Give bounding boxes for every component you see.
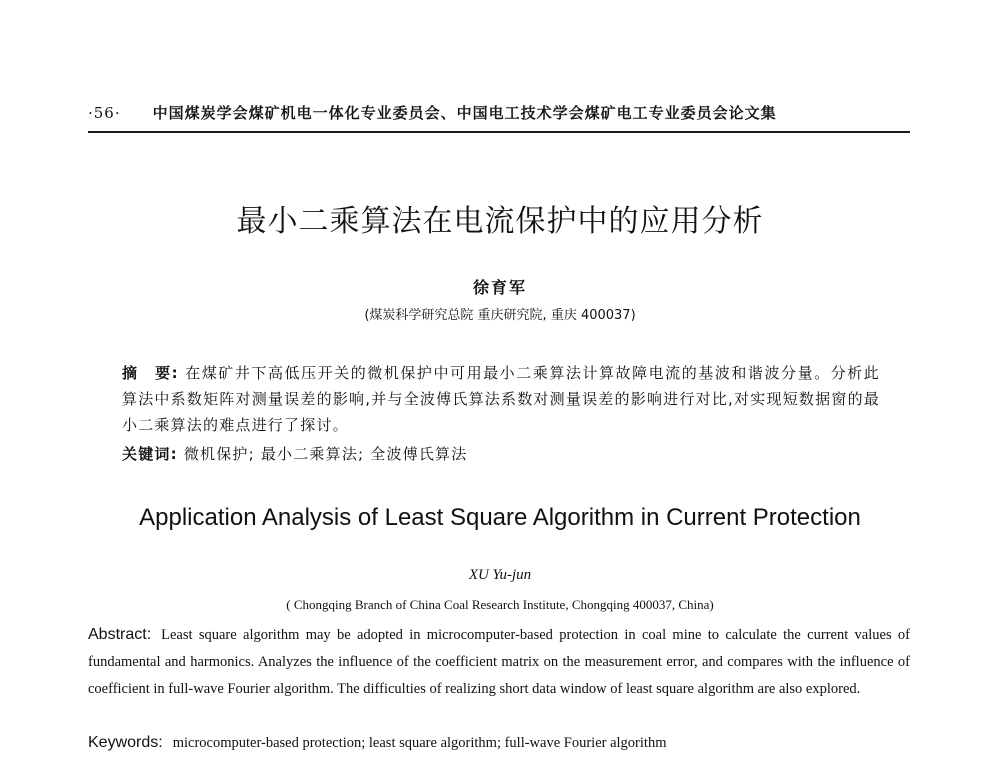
affiliation-cn: (煤炭科学研究总院 重庆研究院, 重庆 400037)	[364, 308, 636, 323]
abstract-en-text: Least square algorithm may be adopted in microcomputer-based protection in coal mine to calculate the current values of fundamental and harmonics. Analyzes the influence of the coefficient matrix on the measurement error, and compares with the influence of coefficient in full-wave Fourier algorithm. The difficulties of realizing short data window of least square algorithm are also explored.	[88, 627, 910, 697]
abstract-en	[88, 621, 910, 703]
journal-name: 中国煤炭学会煤矿机电一体化专业委员会、中国电工技术学会煤矿电工专业委员会论文集	[152, 104, 777, 122]
abstract-cn-text: 在煤矿井下高低压开关的微机保护中可用最小二乘算法计算故障电流的基波和谐波分量。分析此算法中系数矩阵对测量误差的影响,并与全波傅氏算法系数对测量误差的影响进行对比,对实现短数据窗的最小二乘算法的难点进行了探讨。	[122, 364, 880, 434]
keywords-cn-label: 关键词:	[122, 445, 178, 463]
abstract-en-label: Abstract:	[88, 626, 152, 643]
header-rule	[88, 131, 910, 133]
author-en: XU Yu-jun	[468, 567, 532, 583]
abstract-cn	[122, 360, 880, 438]
keywords-cn-text: 微机保护; 最小二乘算法; 全波傅氏算法	[183, 445, 468, 463]
author-cn: 徐育军	[472, 278, 527, 297]
affiliation-en: ( Chongqing Branch of China Coal Research Institute, Chongqing 400037, China)	[286, 597, 714, 612]
paper-title-en: Application Analysis of Least Square Algorithm in Current Protection	[139, 504, 861, 531]
keywords-en	[88, 734, 910, 752]
keywords-en-text: microcomputer-based protection; least square algorithm; full-wave Fourier algorithm	[172, 735, 667, 751]
paper-title-cn: 最小二乘算法在电流保护中的应用分析	[236, 204, 764, 239]
keywords-cn	[122, 443, 880, 464]
page-number: ·56·	[88, 103, 121, 122]
running-header	[88, 102, 910, 123]
abstract-cn-label: 摘 要:	[122, 364, 179, 382]
keywords-en-label: Keywords:	[88, 734, 163, 751]
